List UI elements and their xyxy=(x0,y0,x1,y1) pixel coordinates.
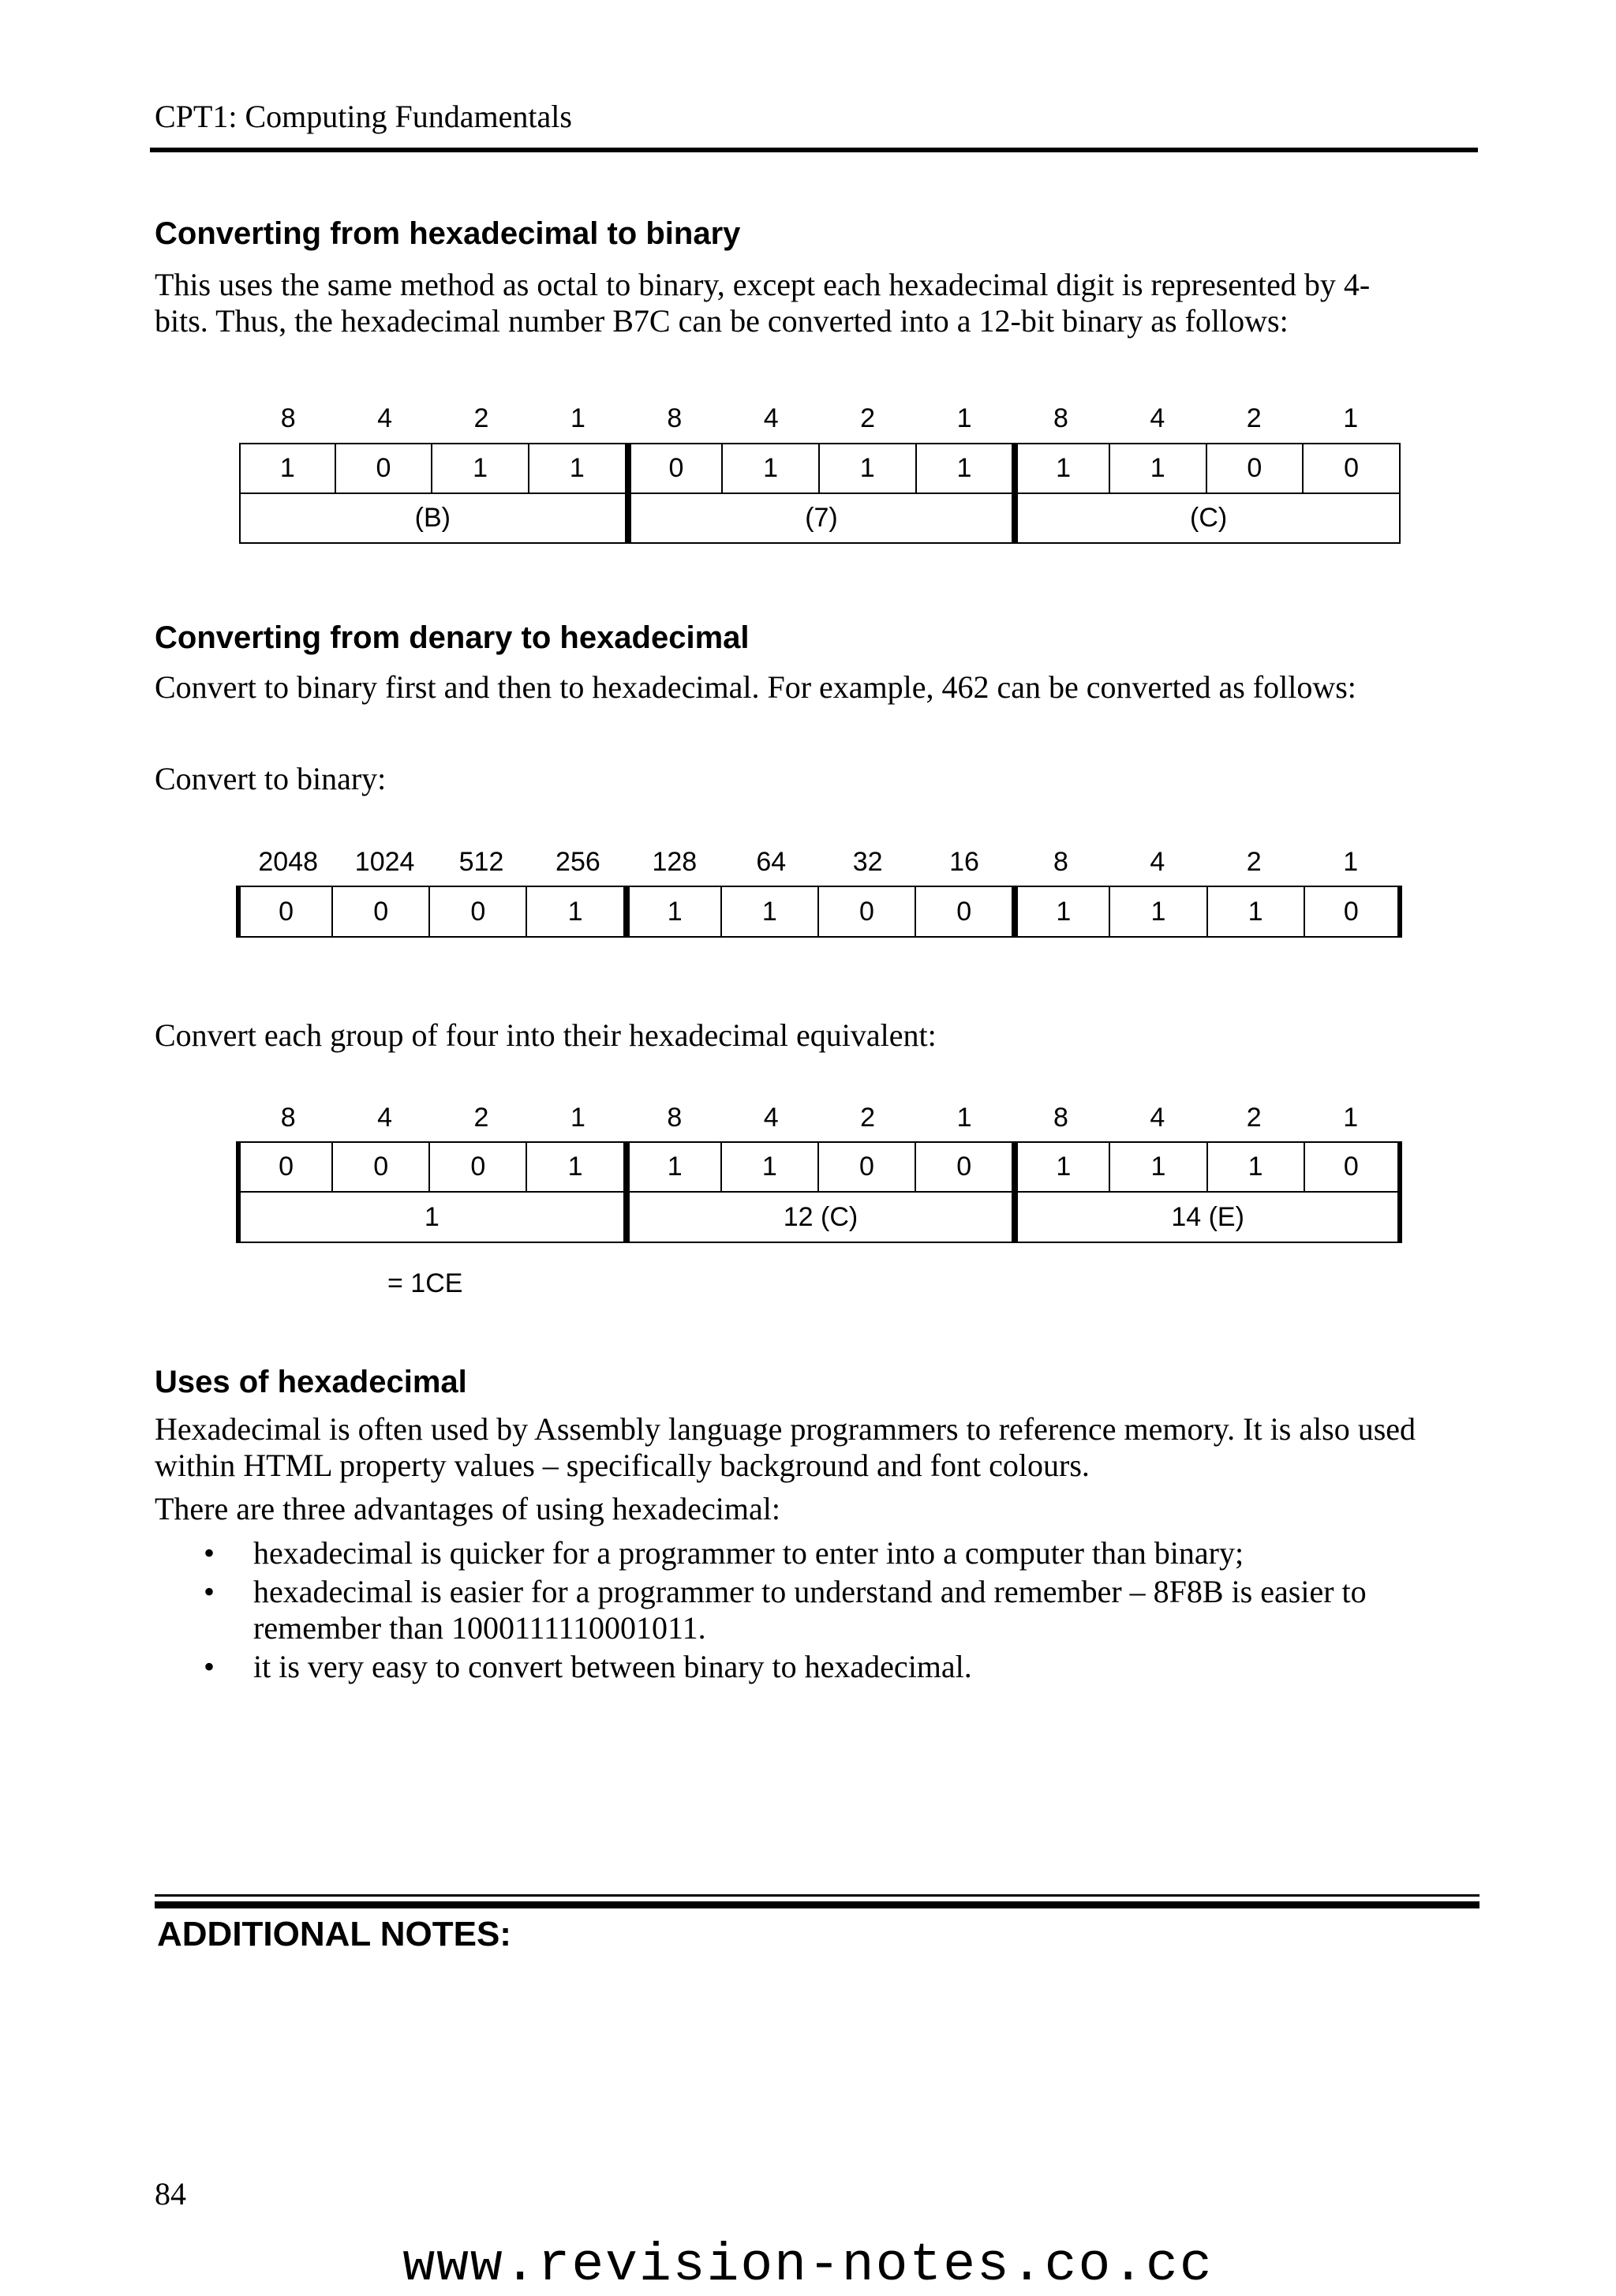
bit-cell: 0 xyxy=(430,1143,527,1193)
place-value-cell: 8 xyxy=(1053,403,1068,433)
convert-groups-label: Convert each group of four into their hexadecimal equivalent: xyxy=(155,1017,937,1053)
place-value-cell: 2 xyxy=(1246,403,1262,433)
place-value-cell: 1 xyxy=(956,403,972,433)
bit-cell: 0 xyxy=(819,887,916,938)
place-value-cell: 128 xyxy=(652,846,698,877)
place-value-cell: 1 xyxy=(956,1102,972,1133)
hex-bits-row xyxy=(236,1141,1402,1193)
hex-place-values xyxy=(240,1100,1399,1135)
hex-groups-row xyxy=(236,1193,1402,1243)
section-heading-hex-to-binary: Converting from hexadecimal to binary xyxy=(155,216,741,251)
place-value-cell: 4 xyxy=(1150,1102,1165,1133)
uses-para-line-2: within HTML property values – specifically background and font colours. xyxy=(155,1448,1090,1483)
place-value-cell: 2 xyxy=(860,1102,876,1133)
notes-rule-thick xyxy=(155,1901,1479,1908)
place-value-cell: 8 xyxy=(667,1102,683,1133)
place-value-cell: 2 xyxy=(473,403,489,433)
advantage-line: it is very easy to convert between binary to hexadecimal. xyxy=(253,1649,972,1684)
group-cell: (7) xyxy=(627,494,1014,544)
place-value-cell: 8 xyxy=(280,403,296,433)
advantage-item xyxy=(155,1649,1488,1685)
bit-cell: 0 xyxy=(1305,1143,1402,1193)
bit-cell: 0 xyxy=(333,887,430,938)
hex-binary-bits-row xyxy=(239,443,1401,494)
bit-cell: 0 xyxy=(236,1143,333,1193)
group-cell: 1 xyxy=(236,1193,625,1243)
bit-cell: 1 xyxy=(625,887,722,938)
section2-intro: Convert to binary first and then to hexadecimal. For example, 462 can be converted as follows: xyxy=(155,669,1356,705)
bit-cell: 0 xyxy=(430,887,527,938)
place-value-cell: 2 xyxy=(860,403,876,433)
place-value-cell: 256 xyxy=(556,846,600,877)
bit-cell: 1 xyxy=(1208,1143,1305,1193)
bit-cell: 1 xyxy=(529,444,627,494)
bit-cell: 1 xyxy=(527,887,624,938)
section-heading-denary-to-hex: Converting from denary to hexadecimal xyxy=(155,620,750,655)
advantage-item xyxy=(155,1535,1488,1571)
denary-binary-place-values xyxy=(240,845,1399,879)
place-value-cell: 4 xyxy=(763,403,779,433)
bit-cell: 1 xyxy=(722,1143,819,1193)
bit-cell: 1 xyxy=(527,1143,624,1193)
group-cell: (B) xyxy=(239,494,627,544)
bit-cell: 1 xyxy=(1013,887,1110,938)
bit-cell: 1 xyxy=(1208,887,1305,938)
place-value-cell: 32 xyxy=(852,846,883,877)
bit-cell: 1 xyxy=(1110,1143,1207,1193)
hex-binary-place-values xyxy=(240,401,1399,436)
page-number: 84 xyxy=(155,2176,186,2212)
bit-cell: 0 xyxy=(1305,887,1402,938)
bit-cell: 1 xyxy=(1013,1143,1110,1193)
notes-rule-thin xyxy=(155,1894,1479,1897)
footer-url: www.revision-notes.co.cc xyxy=(402,2235,1214,2296)
bit-cell: 0 xyxy=(916,887,1013,938)
bit-cell: 0 xyxy=(916,1143,1013,1193)
bit-cell: 1 xyxy=(1110,887,1207,938)
convert-to-binary-label: Convert to binary: xyxy=(155,761,387,796)
bullet-icon: • xyxy=(204,1574,215,1609)
bit-cell: 1 xyxy=(1013,444,1110,494)
advantage-line: remember than 1000111110001011. xyxy=(253,1610,706,1646)
place-value-cell: 2048 xyxy=(258,846,319,877)
section-heading-uses-of-hex: Uses of hexadecimal xyxy=(155,1365,467,1399)
place-value-cell: 8 xyxy=(280,1102,296,1133)
place-value-cell: 8 xyxy=(1053,1102,1068,1133)
header-rule xyxy=(150,148,1478,152)
place-value-cell: 512 xyxy=(458,846,504,877)
bit-cell: 0 xyxy=(1207,444,1304,494)
advantages-intro: There are three advantages of using hexadecimal: xyxy=(155,1491,780,1526)
place-value-cell: 16 xyxy=(949,846,979,877)
place-value-cell: 4 xyxy=(763,1102,779,1133)
group-cell: 12 (C) xyxy=(625,1193,1014,1243)
bit-cell: 0 xyxy=(236,887,333,938)
bullet-icon: • xyxy=(204,1535,215,1571)
group-cell: 14 (E) xyxy=(1013,1193,1402,1243)
bit-cell: 0 xyxy=(819,1143,916,1193)
bit-cell: 1 xyxy=(722,887,819,938)
additional-notes-title: ADDITIONAL NOTES: xyxy=(157,1915,511,1953)
bit-cell: 0 xyxy=(1304,444,1401,494)
bit-cell: 0 xyxy=(333,1143,430,1193)
section1-line-1: This uses the same method as octal to binary, except each hexadecimal digit is represented by 4- xyxy=(155,267,1371,302)
place-value-cell: 4 xyxy=(1150,846,1165,877)
place-value-cell: 1 xyxy=(1343,403,1359,433)
denary-binary-bits-row xyxy=(236,886,1402,938)
place-value-cell: 1 xyxy=(1343,846,1359,877)
bit-cell: 1 xyxy=(1110,444,1207,494)
bit-cell: 1 xyxy=(239,444,336,494)
bullet-icon: • xyxy=(204,1649,215,1684)
place-value-cell: 1 xyxy=(1343,1102,1359,1133)
hex-binary-groups-row xyxy=(239,494,1401,544)
bit-cell: 0 xyxy=(627,444,724,494)
place-value-cell: 2 xyxy=(1246,846,1262,877)
place-value-cell: 4 xyxy=(377,403,393,433)
place-value-cell: 1 xyxy=(570,403,585,433)
uses-para-line-1: Hexadecimal is often used by Assembly language programmers to reference memory. It is also used xyxy=(155,1411,1416,1447)
place-value-cell: 1 xyxy=(570,1102,585,1133)
advantage-line: hexadecimal is easier for a programmer to understand and remember – 8F8B is easier to xyxy=(253,1574,1367,1609)
bit-cell: 1 xyxy=(625,1143,722,1193)
place-value-cell: 64 xyxy=(756,846,787,877)
bit-cell: 0 xyxy=(336,444,433,494)
place-value-cell: 2 xyxy=(473,1102,489,1133)
advantage-item xyxy=(155,1574,1488,1646)
result-value: = 1CE xyxy=(387,1268,463,1298)
place-value-cell: 2 xyxy=(1246,1102,1262,1133)
place-value-cell: 4 xyxy=(1150,403,1165,433)
place-value-cell: 4 xyxy=(377,1102,393,1133)
bit-cell: 1 xyxy=(432,444,529,494)
bit-cell: 1 xyxy=(723,444,820,494)
advantage-line: hexadecimal is quicker for a programmer to enter into a computer than binary; xyxy=(253,1535,1244,1571)
bit-cell: 1 xyxy=(917,444,1014,494)
advantages-list xyxy=(155,1535,1488,1687)
place-value-cell: 1024 xyxy=(354,846,415,877)
section1-line-2: bits. Thus, the hexadecimal number B7C can be converted into a 12-bit binary as follows: xyxy=(155,303,1289,339)
bit-cell: 1 xyxy=(820,444,917,494)
running-header: CPT1: Computing Fundamentals xyxy=(155,99,572,134)
place-value-cell: 8 xyxy=(667,403,683,433)
group-cell: (C) xyxy=(1013,494,1401,544)
place-value-cell: 8 xyxy=(1053,846,1068,877)
